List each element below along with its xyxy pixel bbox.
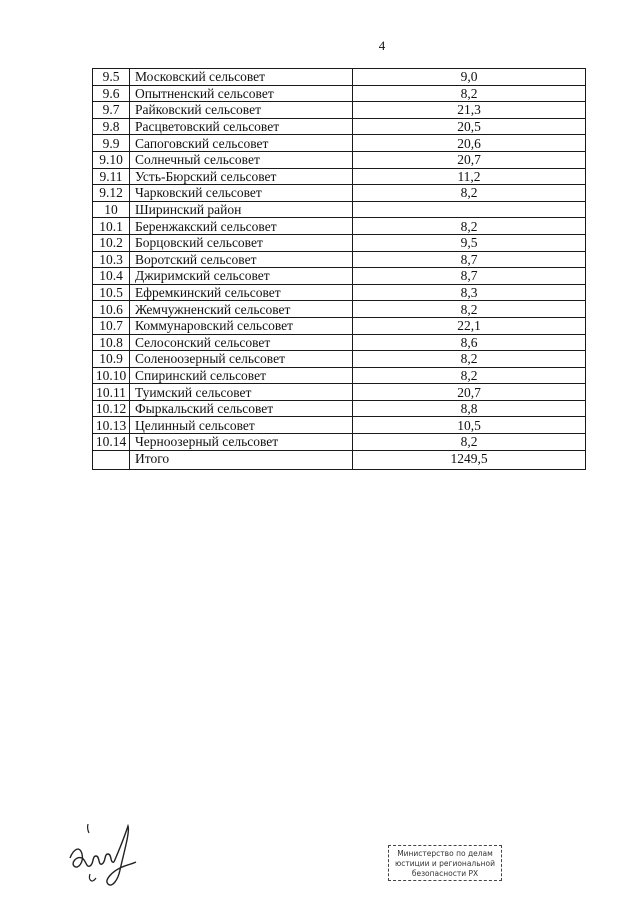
table-row bbox=[93, 251, 586, 268]
table-row bbox=[93, 168, 586, 185]
total-number-cell bbox=[93, 450, 130, 469]
row-number-cell: 10 bbox=[93, 201, 130, 218]
row-value-cell: 9,0 bbox=[353, 69, 586, 86]
table-row bbox=[93, 317, 586, 334]
row-number-cell: 10.3 bbox=[93, 251, 130, 268]
row-number-cell: 10.8 bbox=[93, 334, 130, 351]
registration-stamp bbox=[388, 845, 502, 881]
row-name-cell: Солнечный сельсовет bbox=[130, 151, 353, 168]
row-number-cell: 10.14 bbox=[93, 434, 130, 451]
table-row bbox=[93, 284, 586, 301]
row-name-cell: Коммунаровский сельсовет bbox=[130, 317, 353, 334]
row-name-cell: Беренжакский сельсовет bbox=[130, 218, 353, 235]
register-table bbox=[92, 68, 586, 470]
table-row bbox=[93, 201, 586, 218]
row-number-cell: 9.7 bbox=[93, 102, 130, 119]
row-number-cell: 10.11 bbox=[93, 384, 130, 401]
row-value-cell: 8,2 bbox=[353, 434, 586, 451]
row-number-cell: 10.10 bbox=[93, 367, 130, 384]
handwritten-signature bbox=[66, 818, 146, 892]
row-name-cell: Опытненский сельсовет bbox=[130, 85, 353, 102]
row-number-cell: 10.4 bbox=[93, 268, 130, 285]
total-label-cell: Итого bbox=[130, 450, 353, 469]
table-row bbox=[93, 234, 586, 251]
row-name-cell: Борцовский сельсовет bbox=[130, 234, 353, 251]
row-number-cell: 9.12 bbox=[93, 185, 130, 202]
stamp-line: безопасности РХ bbox=[411, 869, 479, 878]
row-name-cell: Жемчужненский сельсовет bbox=[130, 301, 353, 318]
row-name-cell: Воротский сельсовет bbox=[130, 251, 353, 268]
row-name-cell: Райковский сельсовет bbox=[130, 102, 353, 119]
total-row bbox=[93, 450, 586, 469]
row-value-cell: 8,2 bbox=[353, 85, 586, 102]
row-number-cell: 9.5 bbox=[93, 69, 130, 86]
row-value-cell: 20,7 bbox=[353, 384, 586, 401]
row-name-cell: Черноозерный сельсовет bbox=[130, 434, 353, 451]
row-value-cell: 10,5 bbox=[353, 417, 586, 434]
row-name-cell: Чарковский сельсовет bbox=[130, 185, 353, 202]
row-number-cell: 10.13 bbox=[93, 417, 130, 434]
table-row bbox=[93, 151, 586, 168]
table-row bbox=[93, 384, 586, 401]
table-row bbox=[93, 69, 586, 86]
row-value-cell: 8,3 bbox=[353, 284, 586, 301]
row-value-cell: 8,2 bbox=[353, 351, 586, 368]
row-name-cell: Сапоговский сельсовет bbox=[130, 135, 353, 152]
row-value-cell: 22,1 bbox=[353, 317, 586, 334]
row-number-cell: 10.2 bbox=[93, 234, 130, 251]
row-name-cell: Фыркальский сельсовет bbox=[130, 400, 353, 417]
row-name-cell: Туимский сельсовет bbox=[130, 384, 353, 401]
table-row bbox=[93, 268, 586, 285]
table-row bbox=[93, 102, 586, 119]
row-name-cell: Селосонский сельсовет bbox=[130, 334, 353, 351]
row-value-cell: 8,7 bbox=[353, 268, 586, 285]
table-row bbox=[93, 301, 586, 318]
row-number-cell: 10.9 bbox=[93, 351, 130, 368]
table-row bbox=[93, 135, 586, 152]
row-value-cell: 20,6 bbox=[353, 135, 586, 152]
row-name-cell: Расцветовский сельсовет bbox=[130, 118, 353, 135]
row-value-cell: 8,2 bbox=[353, 218, 586, 235]
page-number: 4 bbox=[378, 38, 386, 53]
table-row bbox=[93, 218, 586, 235]
table-row bbox=[93, 351, 586, 368]
table-row bbox=[93, 417, 586, 434]
stamp-line: юстиции и региональной bbox=[394, 859, 496, 868]
row-value-cell: 8,8 bbox=[353, 400, 586, 417]
row-value-cell: 8,2 bbox=[353, 185, 586, 202]
table-row bbox=[93, 400, 586, 417]
row-value-cell: 9,5 bbox=[353, 234, 586, 251]
row-value-cell: 11,2 bbox=[353, 168, 586, 185]
row-value-cell: 8,2 bbox=[353, 367, 586, 384]
register-table-body bbox=[93, 69, 586, 470]
row-number-cell: 9.9 bbox=[93, 135, 130, 152]
row-number-cell: 9.10 bbox=[93, 151, 130, 168]
row-number-cell: 10.1 bbox=[93, 218, 130, 235]
row-number-cell: 10.7 bbox=[93, 317, 130, 334]
row-name-cell: Усть-Бюрский сельсовет bbox=[130, 168, 353, 185]
row-value-cell bbox=[353, 201, 586, 218]
row-number-cell: 9.8 bbox=[93, 118, 130, 135]
table-row bbox=[93, 85, 586, 102]
row-number-cell: 10.6 bbox=[93, 301, 130, 318]
row-value-cell: 20,5 bbox=[353, 118, 586, 135]
row-value-cell: 8,6 bbox=[353, 334, 586, 351]
total-value-cell: 1249,5 bbox=[353, 450, 586, 469]
row-value-cell: 8,2 bbox=[353, 301, 586, 318]
row-value-cell: 20,7 bbox=[353, 151, 586, 168]
row-name-cell: Ефремкинский сельсовет bbox=[130, 284, 353, 301]
table-row bbox=[93, 334, 586, 351]
row-name-cell: Целинный сельсовет bbox=[130, 417, 353, 434]
row-name-cell: Спиринский сельсовет bbox=[130, 367, 353, 384]
row-name-cell: Ширинский район bbox=[130, 201, 353, 218]
table-row bbox=[93, 118, 586, 135]
row-value-cell: 21,3 bbox=[353, 102, 586, 119]
row-name-cell: Джиримский сельсовет bbox=[130, 268, 353, 285]
row-number-cell: 10.5 bbox=[93, 284, 130, 301]
row-number-cell: 10.12 bbox=[93, 400, 130, 417]
table-row bbox=[93, 434, 586, 451]
row-name-cell: Соленоозерный сельсовет bbox=[130, 351, 353, 368]
row-number-cell: 9.6 bbox=[93, 85, 130, 102]
row-name-cell: Московский сельсовет bbox=[130, 69, 353, 86]
table-row bbox=[93, 367, 586, 384]
row-value-cell: 8,7 bbox=[353, 251, 586, 268]
stamp-line: Министерство по делам bbox=[397, 849, 493, 858]
table-row bbox=[93, 185, 586, 202]
row-number-cell: 9.11 bbox=[93, 168, 130, 185]
